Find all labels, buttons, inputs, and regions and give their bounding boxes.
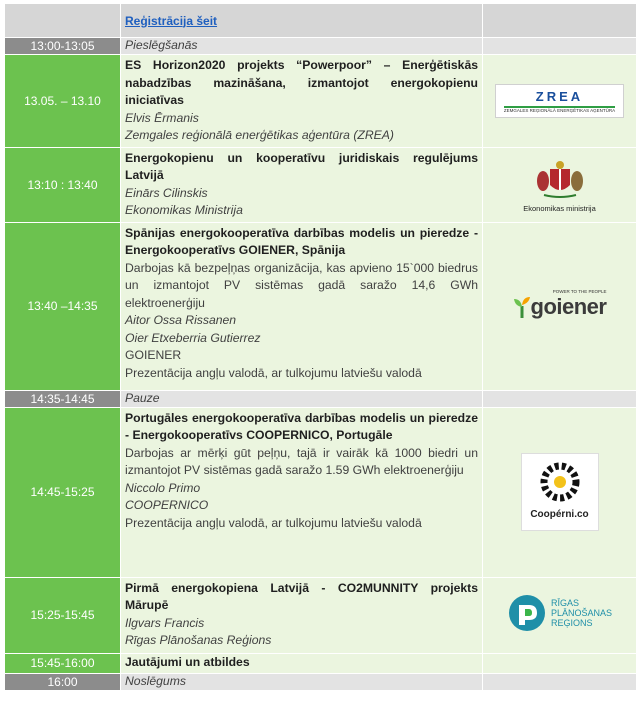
row-note: Noslēgums bbox=[121, 673, 483, 690]
flower-icon bbox=[538, 460, 582, 504]
agenda-row-coopernico bbox=[5, 407, 637, 577]
zrea-logo bbox=[483, 55, 637, 148]
speaker-organization: Zemgales reģionālā enerģētikas aģentūra (ZREA) bbox=[125, 128, 394, 142]
header-link-cell bbox=[121, 4, 483, 38]
session-title: Portugāles energokooperatīva darbības modelis un pieredze - Energokooperatīvs COOPERNICO, Portugāle bbox=[125, 410, 478, 442]
agenda-row-closing bbox=[5, 673, 637, 690]
time-cell: 13:10 : 13:40 bbox=[5, 147, 121, 222]
logo-cell bbox=[483, 653, 637, 673]
speaker-name: Ilgvars Francis bbox=[125, 615, 205, 630]
agenda-row-connect bbox=[5, 38, 637, 55]
time-cell: 15:45-16:00 bbox=[5, 653, 121, 673]
header-time-cell bbox=[5, 4, 121, 38]
session-cell bbox=[121, 577, 483, 653]
session-title: Pirmā energokopiena Latvijā - CO2MUNNITY projekts Mārupē bbox=[125, 580, 478, 612]
time-cell: 14:45-15:25 bbox=[5, 407, 121, 577]
ministry-logo bbox=[483, 147, 637, 222]
rpr-logo-line2: PLĀNOŠANAS bbox=[550, 607, 613, 618]
time-cell: 13:40 –14:35 bbox=[5, 222, 121, 390]
agenda-row-co2munnity bbox=[5, 577, 637, 653]
agenda-row-break bbox=[5, 390, 637, 407]
speaker-name: Aitor Ossa Rissanen bbox=[125, 313, 237, 327]
goiener-logo-tagline: POWER TO THE PEOPLE bbox=[552, 289, 607, 294]
time-cell: 14:35-14:45 bbox=[5, 390, 121, 407]
time-cell: 13:00-13:05 bbox=[5, 38, 121, 55]
language-note: Prezentācija angļu valodā, ar tulkojumu latviešu valodā bbox=[125, 515, 422, 530]
speaker-organization: Rīgas Plānošanas Reģions bbox=[125, 633, 272, 647]
time-cell: 13.05. – 13.10 bbox=[5, 55, 121, 148]
logo-cell bbox=[483, 38, 637, 55]
agenda-row-goiener bbox=[5, 222, 637, 390]
header-row bbox=[5, 4, 637, 38]
session-title: Energokopienu un kooperatīvu juridiskais regulējums Latvijā bbox=[125, 150, 478, 182]
header-logo-cell bbox=[483, 4, 637, 38]
logo-cell bbox=[483, 673, 637, 690]
rpr-emblem-icon bbox=[507, 593, 547, 633]
row-note: Pieslēgšanās bbox=[121, 38, 483, 55]
rpr-logo-line1: RĪGAS bbox=[550, 597, 579, 608]
speaker-organization: GOIENER bbox=[125, 348, 182, 362]
session-title: Spānijas energokooperatīva darbības modelis un pieredze - Energokooperatīvs GOIENER, Spānija bbox=[125, 225, 478, 257]
speaker-organization: Ekonomikas Ministrija bbox=[125, 203, 243, 217]
agenda-row-powerpoor bbox=[5, 55, 637, 148]
speaker-name: Niccolo Primo bbox=[125, 480, 201, 495]
row-note: Pauze bbox=[121, 390, 483, 407]
coat-of-arms-icon bbox=[530, 157, 590, 199]
zrea-logo-subtitle: ZEMGALES REĢIONĀLĀ ENERĢĒTIKAS AĢENTŪRA bbox=[503, 107, 616, 113]
time-cell: 16:00 bbox=[5, 673, 121, 690]
session-cell bbox=[121, 407, 483, 577]
logo-cell bbox=[483, 390, 637, 407]
session-cell bbox=[121, 653, 483, 673]
agenda-row-regulation bbox=[5, 147, 637, 222]
session-title: ES Horizon2020 projekts “Powerpoor” – Enerģētiskās nabadzības mazināšana, izmantojot energokopienu iniciatīvas bbox=[125, 58, 478, 107]
speaker-name: Oier Etxeberria Gutierrez bbox=[125, 330, 261, 345]
sprout-icon bbox=[513, 296, 531, 318]
session-description: Darbojas ar mērķi gūt peļņu, tajā ir vairāk kā 1000 biedri un izmantojot PV sistēmas gadā saražo 1.59 GWh elektroenerģiju bbox=[125, 445, 478, 477]
coopernico-logo bbox=[483, 407, 637, 577]
zrea-logo-name: ZREA bbox=[535, 88, 584, 104]
rpr-logo bbox=[483, 577, 637, 653]
language-note: Prezentācija angļu valodā, ar tulkojumu latviešu valodā bbox=[125, 365, 422, 380]
session-cell bbox=[121, 55, 483, 148]
ministry-logo-caption: Ekonomikas ministrija bbox=[523, 203, 596, 213]
agenda-table bbox=[4, 3, 637, 691]
goiener-logo bbox=[483, 222, 637, 390]
coopernico-logo-name: Coopérni.co bbox=[530, 509, 589, 520]
agenda bbox=[4, 3, 636, 691]
agenda-row-qa bbox=[5, 653, 637, 673]
session-title: Jautājumi un atbildes bbox=[125, 654, 250, 669]
speaker-name: Einārs Cilinskis bbox=[125, 185, 208, 200]
speaker-organization: COOPERNICO bbox=[125, 498, 209, 512]
session-cell bbox=[121, 147, 483, 222]
speaker-name: Elvis Ērmanis bbox=[125, 110, 199, 125]
session-cell bbox=[121, 222, 483, 390]
time-cell: 15:25-15:45 bbox=[5, 577, 121, 653]
goiener-logo-name: goiener bbox=[530, 294, 607, 319]
session-description: Darbojas kā bezpeļņas organizācija, kas apvieno 15`000 biedrus un izmantojot PV sistēmas gadā saražo 14,6 GWh elektroenerģiju bbox=[125, 260, 478, 310]
rpr-logo-line3: REĢIONS bbox=[550, 617, 593, 628]
registration-link[interactable]: Reģistrācija šeit bbox=[125, 13, 218, 28]
